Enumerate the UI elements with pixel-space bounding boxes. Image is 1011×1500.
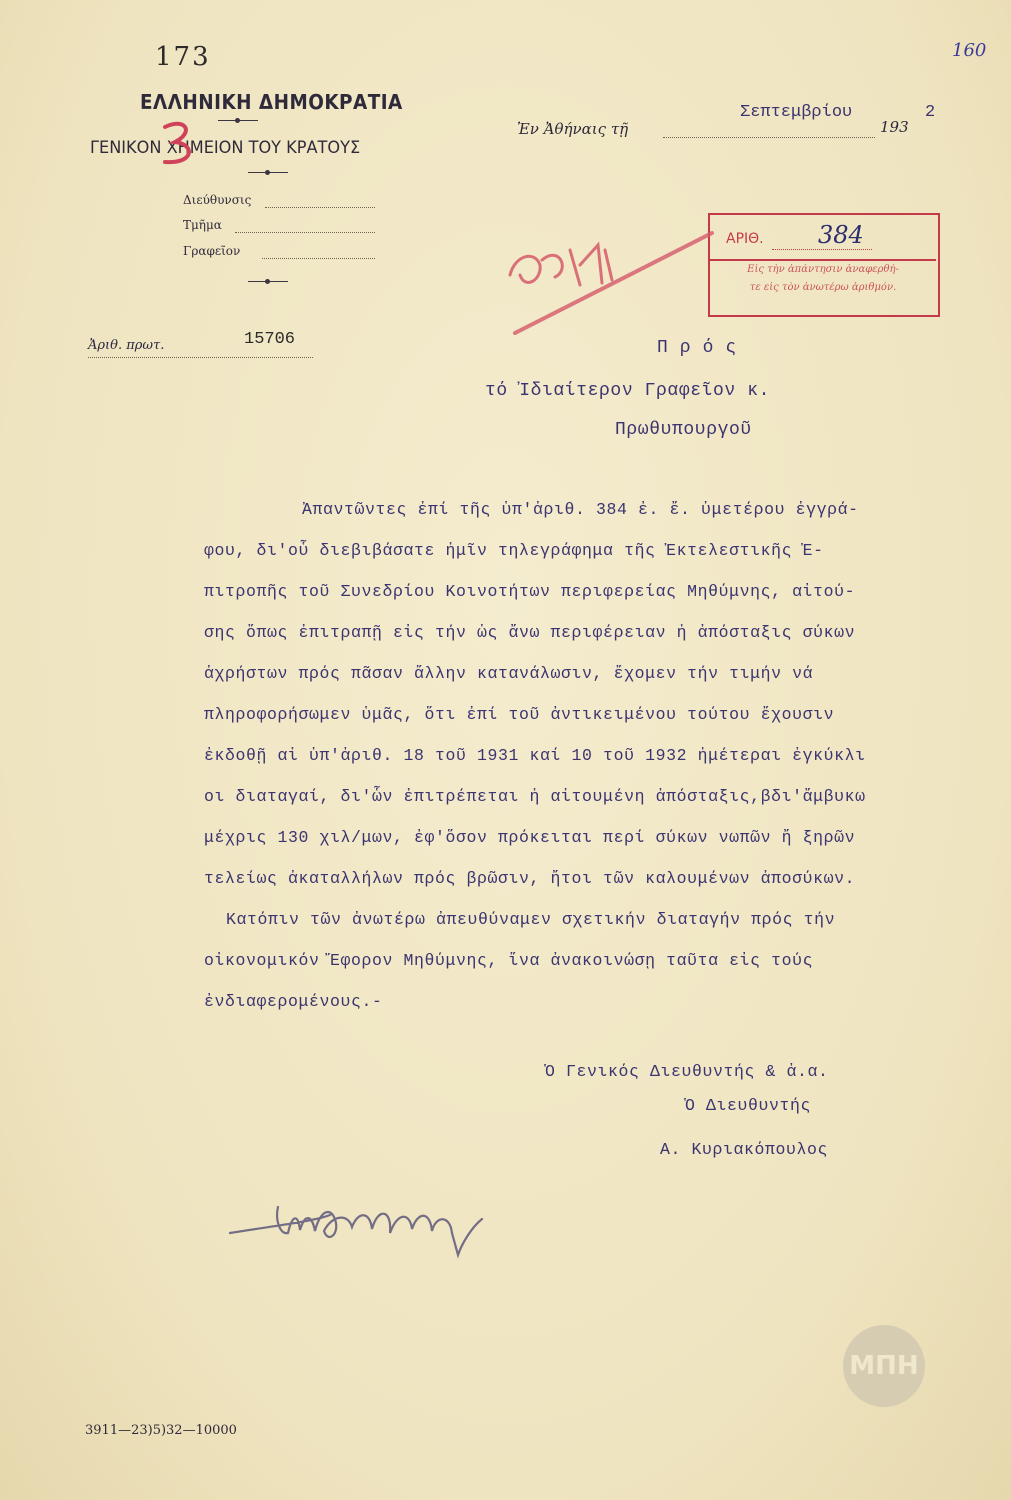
body-line: σης ὅπως ἐπιτραπῇ εἰς τήν ὡς ἄνω περιφέρειαν ἡ ἀπόσταξις σύκων [204, 623, 856, 642]
date-year-prefix: 193 [880, 118, 909, 136]
red-pencil-scribble-icon [480, 205, 720, 345]
body-line: ἐνδιαφερομένους.- [204, 992, 383, 1011]
signatory-name: Α. Κυριακόπουλος [660, 1140, 829, 1159]
stamp-note-line: τε εἰς τὸν ἀνωτέρω ἀριθμόν. [749, 282, 897, 293]
body-line: Κατόπιν τῶν ἀνωτέρω ἀπευθύναμεν σχετικήν διαταγήν πρός τήν [226, 910, 836, 929]
divider-ornament [248, 281, 288, 282]
archive-seal-icon [843, 1325, 925, 1407]
print-code: 3911—23)5)32—10000 [85, 1423, 237, 1438]
archive-seal-text: ΜΠΗ [849, 1351, 919, 1381]
field-label-direction: Διεύθυνσις [183, 193, 252, 207]
letterhead-number: 173 [155, 42, 211, 72]
body-line: ἐκδοθῇ αἱ ὑπ'ἀριθ. 18 τοῦ 1931 καί 10 τοῦ 1932 ἡμέτεραι ἐγκύκλι [204, 746, 866, 765]
field-line [235, 231, 375, 233]
body-line: ἀχρήστων πρός πᾶσαν ἄλλην κατανάλωσιν, ἔχομεν τήν τιμήν νά [204, 664, 814, 683]
body-line: οἰκονομικόν Ἔφορον Μηθύμνης, ἵνα ἀνακοινώσῃ ταῦτα εἰς τούς [204, 951, 814, 970]
date-year-digit: 2 [925, 103, 936, 122]
protocol-number: 15706 [244, 330, 296, 349]
divider-ornament [248, 172, 288, 173]
red-pencil-mark-icon [150, 112, 210, 172]
body-line: τελείως ἀκαταλλήλων πρός βρῶσιν, ἤτοι τῶν καλουμένων ἀποσύκων. [204, 869, 856, 888]
recipient-line-1: τό Ἰδιαίτερον Γραφεῖον κ. [485, 381, 771, 401]
body-line: Ἀπαντῶντες ἐπί τῆς ὑπ'ἀριθ. 384 ἐ. ἔ. ὑμετέρου ἐγγρά- [302, 500, 859, 519]
recipient-to: Π ρ ό ς [657, 338, 737, 358]
field-label-office: Γραφεῖον [183, 244, 241, 258]
registry-stamp [708, 213, 940, 317]
field-line [262, 257, 375, 259]
recipient-line-2: Πρωθυπουργοῦ [615, 420, 752, 440]
signature-title-2: Ὁ Διευθυντής [685, 1096, 812, 1115]
date-line [663, 136, 875, 138]
signature-title-1: Ὁ Γενικός Διευθυντής & ἀ.α. [545, 1062, 829, 1081]
divider-ornament [218, 120, 258, 121]
body-line: πιτροπῆς τοῦ Συνεδρίου Κοινοτήτων περιφερείας Μηθύμνης, αἰτού- [204, 582, 856, 601]
handwritten-signature [220, 1185, 500, 1265]
letterhead-subtitle: ΓΕΝΙΚΟΝ ΧΗΜΕΙΟΝ ΤΟΥ ΚΡΑΤΟΥΣ [90, 138, 361, 158]
body-line: μέχρις 130 χιλ/μων, ἐφ'ὅσον πρόκειται περί σύκων νωπῶν ἤ ξηρῶν [204, 828, 856, 847]
body-line: πληροφορήσωμεν ὑμᾶς, ὅτι ἐπί τοῦ ἀντικειμένου τούτου ἔχουσιν [204, 705, 835, 724]
body-line: φου, δι'οὗ διεβιβάσατε ἡμῖν τηλεγράφημα τῆς Ἐκτελεστικῆς Ἐ- [204, 541, 824, 560]
stamp-number: 384 [818, 221, 864, 249]
archive-page-number: 160 [952, 40, 987, 61]
letterhead-title: ΕΛΛΗΝΙΚΗ ΔΗΜΟΚΡΑΤΙΑ [140, 90, 403, 114]
field-label-section: Τμῆμα [183, 218, 222, 232]
protocol-label: Ἀριθ. πρωτ. [88, 338, 165, 353]
stamp-label: ΑΡΙΘ. [726, 231, 764, 247]
date-month: Σεπτεμβρίου [740, 103, 853, 122]
stamp-note-box [710, 259, 936, 313]
stamp-note-line: Εἰς τὴν ἀπάντησιν ἀναφερθή- [747, 264, 899, 275]
field-line [265, 206, 375, 208]
protocol-line [88, 356, 313, 358]
date-place-label: Ἐν Ἀθήναις τῇ [517, 120, 629, 138]
body-line: οι διαταγαί, δι'ὧν ἐπιτρέπεται ἡ αἰτουμένη ἀπόσταξις,βδι'ἄμβυκω [204, 787, 866, 806]
